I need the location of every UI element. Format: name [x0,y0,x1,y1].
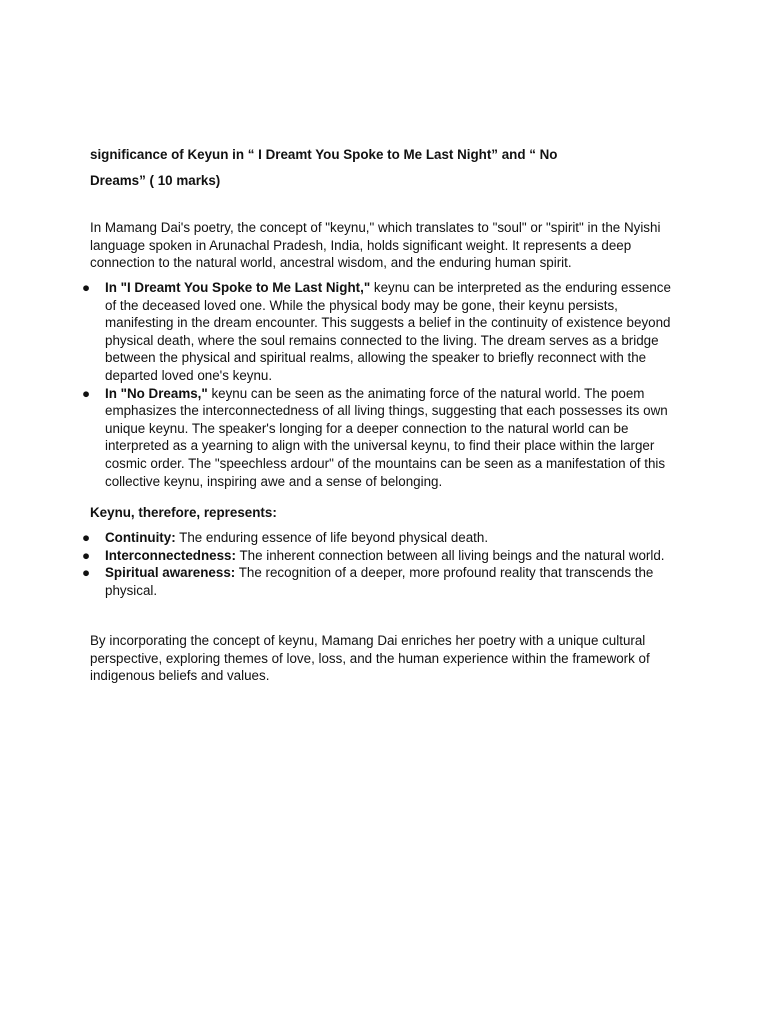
bullet-text: keynu can be seen as the animating force of the natural world. The poem emphasizes the interconnectedness of all living things, suggesting that each possesses its own unique keynu. The speaker's longing for a deeper connection to the natural world can be interpreted as a yearning to align with the universal keynu, to find their place within the larger cosmic order. The "speechless ardour" of the mountains can be seen as a manifestation of this collective keynu, inspiring awe and a sense of belonging. [105,385,668,489]
title-line-1: significance of Keyun in “ I Dreamt You Spoke to Me Last Night” and “ No [90,147,558,162]
bullet-icon: ● [82,385,91,401]
bullet-icon: ● [82,547,91,563]
list-item [0,385,685,491]
bullet-text: The enduring essence of life beyond physical death. [175,530,489,545]
title-line-2: Dreams” ( 10 marks) [90,173,221,188]
bullet-text: The recognition of a deeper, more profound reality that transcends the physical. [105,565,654,598]
list-item [0,529,685,547]
list-item [0,279,685,385]
summary-heading: Keynu, therefore, represents: [90,505,277,520]
list-item [0,564,685,599]
intro-paragraph: In Mamang Dai's poetry, the concept of "keynu," which translates to "soul" or "spirit" in the Nyishi language spoken in Arunachal Pradesh, India, holds significant weight. It represents a deep connection to the natural world, ancestral wisdom, and the enduring human spirit. [90,220,661,271]
document-title [90,142,650,194]
bullet-icon: ● [82,280,91,295]
bullet-lead: Continuity: [105,530,176,545]
bullet-lead: In "No Dreams," [105,385,208,401]
bullet-icon: ● [82,565,91,581]
conclusion-paragraph: By incorporating the concept of keynu, Mamang Dai enriches her poetry with a unique cultural perspective, exploring themes of love, loss, and the human experience within the framework of indigenous beliefs and values. [90,633,650,684]
bullet-lead: In "I Dreamt You Spoke to Me Last Night," [105,280,371,295]
bullet-text: The inherent connection between all living beings and the natural world. [235,547,665,563]
poem-bullet-list [0,279,768,490]
list-item [0,547,685,565]
bullet-lead: Spiritual awareness: [105,565,236,581]
bullet-text: keynu can be interpreted as the enduring essence of the deceased loved one. While the physical body may be gone, their keynu persists, manifesting in the dream encounter. This suggests a belief in the continuity of existence beyond physical death, where the soul remains connected to the living. The dream serves as a bridge between the physical and spiritual realms, allowing the speaker to briefly reconnect with the departed loved one's keynu. [105,280,671,383]
bullet-icon: ● [82,530,91,545]
summary-bullet-list [0,529,768,599]
bullet-lead: Interconnectedness: [105,547,236,563]
